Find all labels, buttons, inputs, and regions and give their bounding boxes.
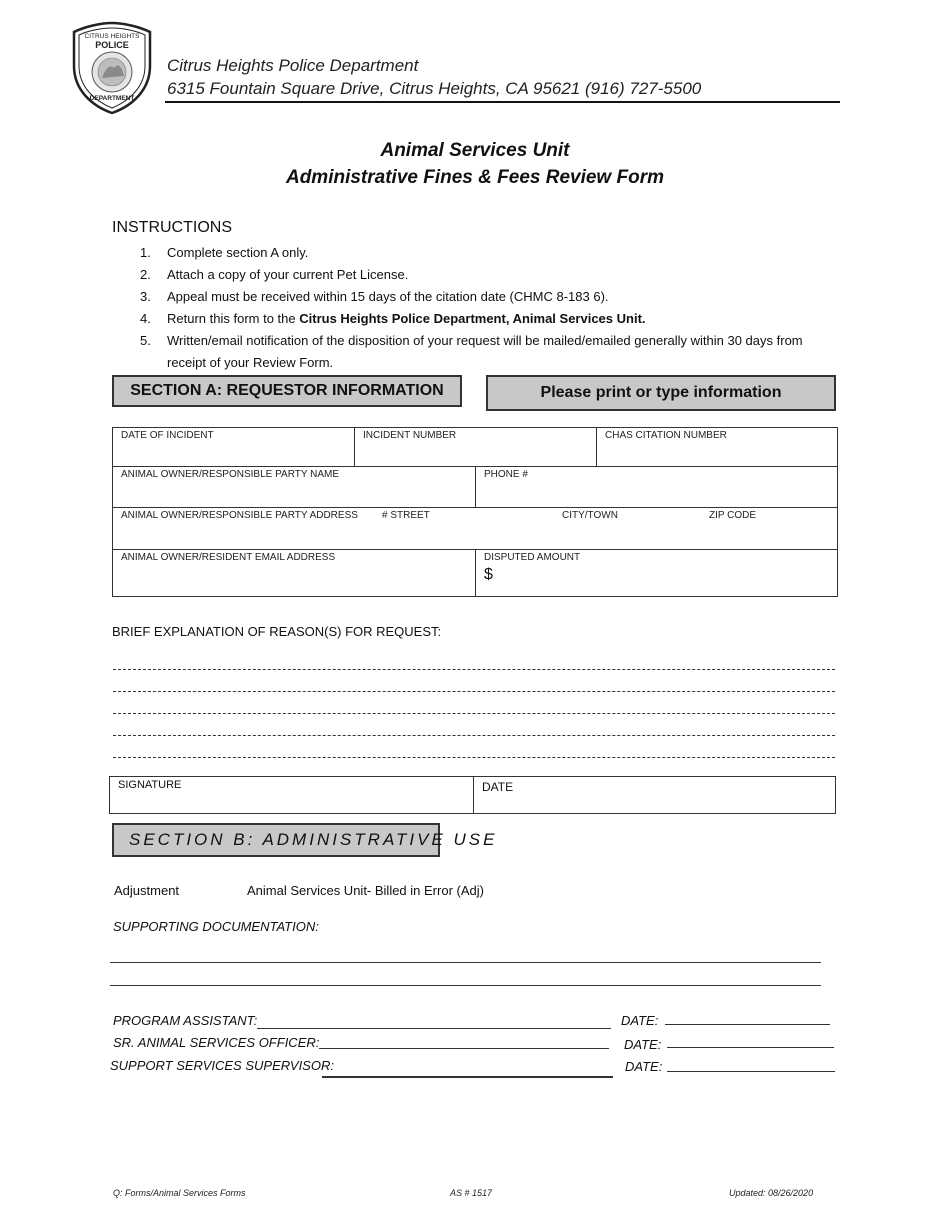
street-label: # STREET xyxy=(382,510,430,521)
supporting-doc-line[interactable] xyxy=(110,962,821,963)
explanation-line[interactable] xyxy=(113,757,835,758)
instruction-number: 5. xyxy=(140,333,151,348)
footer-form-number: AS # 1517 xyxy=(450,1188,493,1198)
adjustment-label: Adjustment xyxy=(114,883,180,898)
currency-symbol: $ xyxy=(484,566,493,583)
badge-text-top: CITRUS HEIGHTS xyxy=(84,33,140,40)
police-badge-logo xyxy=(70,20,154,116)
support-services-supervisor-label: SUPPORT SERVICES SUPERVISOR: xyxy=(110,1058,334,1073)
instructions-heading: INSTRUCTIONS xyxy=(112,219,232,236)
instruction-text: Written/email notification of the disposition of your request will be mailed/emailed generally within 30 days from receipt of your Review Form. xyxy=(167,333,803,370)
signature-date-label: DATE xyxy=(482,780,514,794)
zip-code-label: ZIP CODE xyxy=(709,510,757,521)
disputed-amount-label: DISPUTED AMOUNT xyxy=(484,552,581,563)
department-address: 6315 Fountain Square Drive, Citrus Heights, CA 95621 (916) 727-5500 xyxy=(167,79,702,98)
signature-date-field[interactable] xyxy=(473,776,836,814)
instruction-number: 4. xyxy=(140,311,151,326)
sr-officer-signature-line[interactable] xyxy=(319,1048,609,1049)
header-divider xyxy=(165,101,840,103)
instruction-number: 1. xyxy=(140,245,151,260)
email-field[interactable] xyxy=(112,549,476,597)
explanation-line[interactable] xyxy=(113,735,835,736)
chas-citation-number-label: CHAS CITATION NUMBER xyxy=(605,430,727,441)
badge-text-mid: POLICE xyxy=(95,40,129,50)
footer-path: Q: Forms/Animal Services Forms xyxy=(113,1188,246,1198)
badge-text-bottom: DEPARTMENT xyxy=(89,95,135,102)
instruction-number: 2. xyxy=(140,267,151,282)
explanation-line[interactable] xyxy=(113,713,835,714)
owner-address-field[interactable] xyxy=(112,507,838,550)
email-label: ANIMAL OWNER/RESIDENT EMAIL ADDRESS xyxy=(121,552,336,563)
section-a-header: SECTION A: REQUESTOR INFORMATION xyxy=(112,375,462,407)
program-assistant-date-line[interactable] xyxy=(665,1024,830,1025)
explanation-line[interactable] xyxy=(113,669,835,670)
instruction-number: 3. xyxy=(140,289,151,304)
sr-animal-services-officer-label: SR. ANIMAL SERVICES OFFICER: xyxy=(113,1035,320,1050)
supervisor-date-line[interactable] xyxy=(667,1071,835,1072)
instruction-text xyxy=(167,308,827,330)
footer-updated-date: Updated: 08/26/2020 xyxy=(729,1188,814,1198)
instruction-text-bold: Citrus Heights Police Department, Animal Services Unit. xyxy=(299,311,646,326)
date-of-incident-label: DATE OF INCIDENT xyxy=(121,430,214,441)
instruction-text-plain: Return this form to the xyxy=(167,311,300,326)
program-assistant-signature-line[interactable] xyxy=(257,1028,611,1029)
disputed-amount-field[interactable] xyxy=(475,549,838,597)
owner-name-field[interactable] xyxy=(112,466,476,508)
incident-number-field[interactable] xyxy=(354,427,597,467)
owner-name-label: ANIMAL OWNER/RESPONSIBLE PARTY NAME xyxy=(121,469,340,480)
explanation-label: BRIEF EXPLANATION OF REASON(S) FOR REQUEST: xyxy=(112,624,442,639)
city-label: CITY/TOWN xyxy=(562,510,618,521)
signature-label: SIGNATURE xyxy=(118,779,182,791)
chas-citation-number-field[interactable] xyxy=(596,427,838,467)
owner-address-label: ANIMAL OWNER/RESPONSIBLE PARTY ADDRESS xyxy=(121,510,358,521)
incident-number-label: INCIDENT NUMBER xyxy=(363,430,457,441)
section-b-header: SECTION B: ADMINISTRATIVE USE xyxy=(112,823,440,857)
sr-officer-date-label: DATE: xyxy=(624,1037,662,1052)
supporting-documentation-label: SUPPORTING DOCUMENTATION: xyxy=(113,919,319,934)
sr-officer-date-line[interactable] xyxy=(667,1047,834,1048)
supervisor-date-label: DATE: xyxy=(625,1059,663,1074)
program-assistant-date-label: DATE: xyxy=(621,1013,659,1028)
department-name: Citrus Heights Police Department xyxy=(167,56,419,75)
instruction-text: Appeal must be received within 15 days of the citation date (CHMC 8-183 6). xyxy=(167,289,609,304)
signature-field[interactable] xyxy=(109,776,474,814)
instruction-text: Complete section A only. xyxy=(167,245,309,260)
phone-field[interactable] xyxy=(475,466,838,508)
program-assistant-label: PROGRAM ASSISTANT: xyxy=(113,1013,258,1028)
explanation-line[interactable] xyxy=(113,691,835,692)
form-title-unit: Animal Services Unit xyxy=(380,140,570,161)
phone-label: PHONE # xyxy=(484,469,528,480)
date-of-incident-field[interactable] xyxy=(112,427,355,467)
form-title: Administrative Fines & Fees Review Form xyxy=(285,167,664,188)
supervisor-signature-line[interactable] xyxy=(322,1076,613,1078)
adjustment-value: Animal Services Unit- Billed in Error (Adj) xyxy=(247,883,484,898)
supporting-doc-line[interactable] xyxy=(110,985,821,986)
print-instruction-box: Please print or type information xyxy=(486,375,836,411)
instruction-text: Attach a copy of your current Pet License. xyxy=(167,267,409,282)
